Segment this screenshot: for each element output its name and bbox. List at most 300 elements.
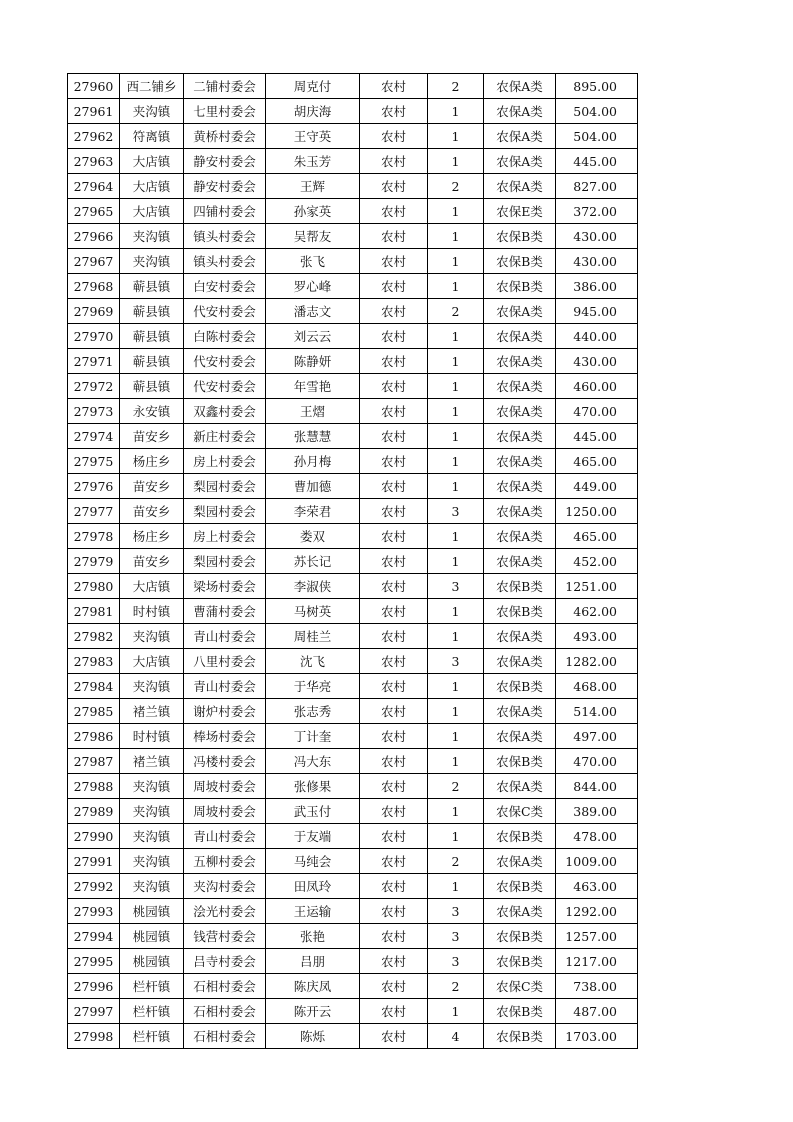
person-name-cell: 马纯会: [266, 849, 360, 874]
table-row: [68, 274, 638, 299]
record-id-cell: 27983: [68, 649, 120, 674]
household-size-cell: 1: [428, 624, 484, 649]
household-size-cell: 2: [428, 299, 484, 324]
area-type-cell: 农村: [360, 549, 428, 574]
person-name-cell: 曹加德: [266, 474, 360, 499]
township-cell: 蕲县镇: [120, 349, 184, 374]
village-committee-cell: 静安村委会: [184, 149, 266, 174]
amount-cell: 430.00: [556, 249, 638, 274]
insurance-category-cell: 农保A类: [484, 349, 556, 374]
table-row: [68, 949, 638, 974]
person-name-cell: 王运输: [266, 899, 360, 924]
area-type-cell: 农村: [360, 599, 428, 624]
record-id-cell: 27985: [68, 699, 120, 724]
record-id-cell: 27963: [68, 149, 120, 174]
area-type-cell: 农村: [360, 299, 428, 324]
amount-cell: 827.00: [556, 174, 638, 199]
table-row: [68, 499, 638, 524]
table-row: [68, 74, 638, 99]
insurance-category-cell: 农保C类: [484, 799, 556, 824]
record-id-cell: 27968: [68, 274, 120, 299]
insurance-category-cell: 农保A类: [484, 149, 556, 174]
amount-cell: 1292.00: [556, 899, 638, 924]
amount-cell: 465.00: [556, 449, 638, 474]
amount-cell: 738.00: [556, 974, 638, 999]
area-type-cell: 农村: [360, 399, 428, 424]
amount-cell: 389.00: [556, 799, 638, 824]
household-size-cell: 3: [428, 924, 484, 949]
insurance-category-cell: 农保B类: [484, 674, 556, 699]
household-size-cell: 1: [428, 549, 484, 574]
insurance-category-cell: 农保C类: [484, 974, 556, 999]
insurance-category-cell: 农保A类: [484, 549, 556, 574]
village-committee-cell: 二铺村委会: [184, 74, 266, 99]
person-name-cell: 吕朋: [266, 949, 360, 974]
village-committee-cell: 白安村委会: [184, 274, 266, 299]
village-committee-cell: 四铺村委会: [184, 199, 266, 224]
table-row: [68, 749, 638, 774]
village-committee-cell: 静安村委会: [184, 174, 266, 199]
area-type-cell: 农村: [360, 649, 428, 674]
village-committee-cell: 新庄村委会: [184, 424, 266, 449]
person-name-cell: 于华亮: [266, 674, 360, 699]
insurance-category-cell: 农保A类: [484, 499, 556, 524]
area-type-cell: 农村: [360, 74, 428, 99]
record-id-cell: 27986: [68, 724, 120, 749]
amount-cell: 440.00: [556, 324, 638, 349]
table-row: [68, 899, 638, 924]
amount-cell: 1703.00: [556, 1024, 638, 1049]
insurance-category-cell: 农保B类: [484, 599, 556, 624]
person-name-cell: 吴帮友: [266, 224, 360, 249]
township-cell: 大店镇: [120, 649, 184, 674]
area-type-cell: 农村: [360, 324, 428, 349]
amount-cell: 386.00: [556, 274, 638, 299]
record-id-cell: 27965: [68, 199, 120, 224]
person-name-cell: 年雪艳: [266, 374, 360, 399]
insurance-category-cell: 农保B类: [484, 949, 556, 974]
area-type-cell: 农村: [360, 974, 428, 999]
village-committee-cell: 代安村委会: [184, 349, 266, 374]
person-name-cell: 张飞: [266, 249, 360, 274]
area-type-cell: 农村: [360, 949, 428, 974]
amount-cell: 462.00: [556, 599, 638, 624]
insurance-category-cell: 农保B类: [484, 924, 556, 949]
township-cell: 桃园镇: [120, 949, 184, 974]
amount-cell: 493.00: [556, 624, 638, 649]
area-type-cell: 农村: [360, 474, 428, 499]
household-size-cell: 1: [428, 274, 484, 299]
record-id-cell: 27966: [68, 224, 120, 249]
area-type-cell: 农村: [360, 674, 428, 699]
insurance-category-cell: 农保A类: [484, 74, 556, 99]
village-committee-cell: 梨园村委会: [184, 549, 266, 574]
person-name-cell: 孙月梅: [266, 449, 360, 474]
village-committee-cell: 冯楼村委会: [184, 749, 266, 774]
record-id-cell: 27960: [68, 74, 120, 99]
village-committee-cell: 五柳村委会: [184, 849, 266, 874]
table-row: [68, 824, 638, 849]
insurance-category-cell: 农保A类: [484, 849, 556, 874]
record-id-cell: 27998: [68, 1024, 120, 1049]
insurance-category-cell: 农保A类: [484, 399, 556, 424]
township-cell: 时村镇: [120, 599, 184, 624]
record-id-cell: 27971: [68, 349, 120, 374]
area-type-cell: 农村: [360, 199, 428, 224]
table-row: [68, 999, 638, 1024]
insurance-category-cell: 农保A类: [484, 524, 556, 549]
village-committee-cell: 梨园村委会: [184, 499, 266, 524]
record-id-cell: 27980: [68, 574, 120, 599]
amount-cell: 504.00: [556, 124, 638, 149]
table-row: [68, 99, 638, 124]
township-cell: 夹沟镇: [120, 799, 184, 824]
household-size-cell: 1: [428, 224, 484, 249]
table-row: [68, 199, 638, 224]
area-type-cell: 农村: [360, 274, 428, 299]
household-size-cell: 3: [428, 499, 484, 524]
amount-cell: 504.00: [556, 99, 638, 124]
township-cell: 夹沟镇: [120, 824, 184, 849]
area-type-cell: 农村: [360, 249, 428, 274]
household-size-cell: 2: [428, 174, 484, 199]
township-cell: 夹沟镇: [120, 849, 184, 874]
area-type-cell: 农村: [360, 699, 428, 724]
insurance-category-cell: 农保A类: [484, 174, 556, 199]
household-size-cell: 1: [428, 449, 484, 474]
person-name-cell: 李淑侠: [266, 574, 360, 599]
amount-cell: 445.00: [556, 424, 638, 449]
amount-cell: 468.00: [556, 674, 638, 699]
person-name-cell: 孙家英: [266, 199, 360, 224]
area-type-cell: 农村: [360, 424, 428, 449]
person-name-cell: 于友端: [266, 824, 360, 849]
record-id-cell: 27984: [68, 674, 120, 699]
amount-cell: 470.00: [556, 749, 638, 774]
record-id-cell: 27993: [68, 899, 120, 924]
amount-cell: 895.00: [556, 74, 638, 99]
household-size-cell: 1: [428, 399, 484, 424]
township-cell: 褚兰镇: [120, 699, 184, 724]
household-size-cell: 2: [428, 74, 484, 99]
record-id-cell: 27961: [68, 99, 120, 124]
person-name-cell: 陈烁: [266, 1024, 360, 1049]
area-type-cell: 农村: [360, 874, 428, 899]
area-type-cell: 农村: [360, 349, 428, 374]
record-id-cell: 27967: [68, 249, 120, 274]
township-cell: 大店镇: [120, 149, 184, 174]
insurance-category-cell: 农保A类: [484, 774, 556, 799]
village-committee-cell: 梁场村委会: [184, 574, 266, 599]
village-committee-cell: 七里村委会: [184, 99, 266, 124]
person-name-cell: 沈飞: [266, 649, 360, 674]
table-row: [68, 324, 638, 349]
township-cell: 蕲县镇: [120, 324, 184, 349]
insurance-category-cell: 农保B类: [484, 574, 556, 599]
amount-cell: 487.00: [556, 999, 638, 1024]
village-committee-cell: 代安村委会: [184, 299, 266, 324]
household-size-cell: 1: [428, 199, 484, 224]
person-name-cell: 田凤玲: [266, 874, 360, 899]
insurance-category-cell: 农保A类: [484, 99, 556, 124]
person-name-cell: 苏长记: [266, 549, 360, 574]
record-id-cell: 27975: [68, 449, 120, 474]
township-cell: 夹沟镇: [120, 224, 184, 249]
household-size-cell: 1: [428, 249, 484, 274]
person-name-cell: 马树英: [266, 599, 360, 624]
township-cell: 杨庄乡: [120, 524, 184, 549]
township-cell: 蕲县镇: [120, 374, 184, 399]
area-type-cell: 农村: [360, 449, 428, 474]
township-cell: 夹沟镇: [120, 774, 184, 799]
township-cell: 夹沟镇: [120, 674, 184, 699]
table-row: [68, 774, 638, 799]
village-committee-cell: 钱营村委会: [184, 924, 266, 949]
table-row: [68, 849, 638, 874]
village-committee-cell: 八里村委会: [184, 649, 266, 674]
insurance-category-cell: 农保B类: [484, 874, 556, 899]
household-size-cell: 1: [428, 124, 484, 149]
table-row: [68, 474, 638, 499]
amount-cell: 460.00: [556, 374, 638, 399]
table-row: [68, 649, 638, 674]
person-name-cell: 潘志文: [266, 299, 360, 324]
person-name-cell: 陈开云: [266, 999, 360, 1024]
amount-cell: 449.00: [556, 474, 638, 499]
township-cell: 夹沟镇: [120, 874, 184, 899]
amount-cell: 465.00: [556, 524, 638, 549]
amount-cell: 478.00: [556, 824, 638, 849]
household-size-cell: 1: [428, 749, 484, 774]
record-id-cell: 27994: [68, 924, 120, 949]
household-size-cell: 2: [428, 849, 484, 874]
record-id-cell: 27981: [68, 599, 120, 624]
table-row: [68, 674, 638, 699]
table-row: [68, 149, 638, 174]
township-cell: 桃园镇: [120, 899, 184, 924]
amount-cell: 372.00: [556, 199, 638, 224]
township-cell: 夹沟镇: [120, 624, 184, 649]
insurance-category-cell: 农保A类: [484, 299, 556, 324]
table-row: [68, 724, 638, 749]
amount-cell: 445.00: [556, 149, 638, 174]
household-size-cell: 1: [428, 674, 484, 699]
person-name-cell: 张志秀: [266, 699, 360, 724]
amount-cell: 1217.00: [556, 949, 638, 974]
amount-cell: 497.00: [556, 724, 638, 749]
area-type-cell: 农村: [360, 149, 428, 174]
person-name-cell: 罗心峰: [266, 274, 360, 299]
record-id-cell: 27974: [68, 424, 120, 449]
household-size-cell: 1: [428, 324, 484, 349]
village-committee-cell: 周坡村委会: [184, 774, 266, 799]
table-row: [68, 549, 638, 574]
amount-cell: 463.00: [556, 874, 638, 899]
table-row: [68, 924, 638, 949]
insurance-category-cell: 农保A类: [484, 699, 556, 724]
township-cell: 苗安乡: [120, 549, 184, 574]
township-cell: 符离镇: [120, 124, 184, 149]
record-id-cell: 27972: [68, 374, 120, 399]
amount-cell: 430.00: [556, 349, 638, 374]
record-id-cell: 27991: [68, 849, 120, 874]
village-committee-cell: 白陈村委会: [184, 324, 266, 349]
township-cell: 褚兰镇: [120, 749, 184, 774]
person-name-cell: 王熠: [266, 399, 360, 424]
record-id-cell: 27970: [68, 324, 120, 349]
township-cell: 永安镇: [120, 399, 184, 424]
household-size-cell: 3: [428, 649, 484, 674]
insurance-category-cell: 农保E类: [484, 199, 556, 224]
township-cell: 夹沟镇: [120, 249, 184, 274]
township-cell: 大店镇: [120, 574, 184, 599]
record-id-cell: 27992: [68, 874, 120, 899]
household-size-cell: 2: [428, 974, 484, 999]
township-cell: 大店镇: [120, 199, 184, 224]
table-row: [68, 974, 638, 999]
household-size-cell: 1: [428, 874, 484, 899]
amount-cell: 514.00: [556, 699, 638, 724]
area-type-cell: 农村: [360, 824, 428, 849]
area-type-cell: 农村: [360, 174, 428, 199]
table-row: [68, 224, 638, 249]
insurance-category-cell: 农保B类: [484, 1024, 556, 1049]
area-type-cell: 农村: [360, 924, 428, 949]
amount-cell: 470.00: [556, 399, 638, 424]
table-row: [68, 449, 638, 474]
insurance-category-cell: 农保A类: [484, 624, 556, 649]
household-size-cell: 2: [428, 774, 484, 799]
area-type-cell: 农村: [360, 749, 428, 774]
household-size-cell: 1: [428, 99, 484, 124]
amount-cell: 1257.00: [556, 924, 638, 949]
village-committee-cell: 周坡村委会: [184, 799, 266, 824]
insurance-category-cell: 农保A类: [484, 324, 556, 349]
record-id-cell: 27979: [68, 549, 120, 574]
person-name-cell: 李荣君: [266, 499, 360, 524]
insurance-category-cell: 农保A类: [484, 474, 556, 499]
household-size-cell: 1: [428, 999, 484, 1024]
area-type-cell: 农村: [360, 849, 428, 874]
table-body: [68, 74, 638, 1049]
record-id-cell: 27962: [68, 124, 120, 149]
person-name-cell: 周克付: [266, 74, 360, 99]
table-row: [68, 599, 638, 624]
village-committee-cell: 代安村委会: [184, 374, 266, 399]
area-type-cell: 农村: [360, 799, 428, 824]
area-type-cell: 农村: [360, 524, 428, 549]
table-row: [68, 699, 638, 724]
area-type-cell: 农村: [360, 574, 428, 599]
village-committee-cell: 曹蒲村委会: [184, 599, 266, 624]
record-id-cell: 27977: [68, 499, 120, 524]
person-name-cell: 丁计奎: [266, 724, 360, 749]
person-name-cell: 张慧慧: [266, 424, 360, 449]
village-committee-cell: 青山村委会: [184, 624, 266, 649]
table-row: [68, 174, 638, 199]
household-size-cell: 1: [428, 149, 484, 174]
village-committee-cell: 吕寺村委会: [184, 949, 266, 974]
person-name-cell: 朱玉芳: [266, 149, 360, 174]
household-size-cell: 1: [428, 424, 484, 449]
table-row: [68, 349, 638, 374]
insurance-category-cell: 农保B类: [484, 999, 556, 1024]
insurance-category-cell: 农保B类: [484, 249, 556, 274]
person-name-cell: 王守英: [266, 124, 360, 149]
table-row: [68, 574, 638, 599]
household-size-cell: 1: [428, 824, 484, 849]
table-row: [68, 624, 638, 649]
insurance-category-cell: 农保A类: [484, 649, 556, 674]
amount-cell: 452.00: [556, 549, 638, 574]
village-committee-cell: 青山村委会: [184, 824, 266, 849]
record-id-cell: 27997: [68, 999, 120, 1024]
person-name-cell: 王辉: [266, 174, 360, 199]
relief-roster-table: [67, 73, 638, 1049]
household-size-cell: 1: [428, 699, 484, 724]
table-row: [68, 249, 638, 274]
household-size-cell: 1: [428, 799, 484, 824]
township-cell: 蕲县镇: [120, 274, 184, 299]
township-cell: 蕲县镇: [120, 299, 184, 324]
township-cell: 栏杆镇: [120, 999, 184, 1024]
township-cell: 桃园镇: [120, 924, 184, 949]
household-size-cell: 1: [428, 474, 484, 499]
village-committee-cell: 石相村委会: [184, 974, 266, 999]
village-committee-cell: 镇头村委会: [184, 224, 266, 249]
area-type-cell: 农村: [360, 374, 428, 399]
insurance-category-cell: 农保A类: [484, 724, 556, 749]
person-name-cell: 张修果: [266, 774, 360, 799]
table-row: [68, 299, 638, 324]
township-cell: 大店镇: [120, 174, 184, 199]
village-committee-cell: 棒场村委会: [184, 724, 266, 749]
household-size-cell: 1: [428, 724, 484, 749]
record-id-cell: 27989: [68, 799, 120, 824]
table-row: [68, 524, 638, 549]
insurance-category-cell: 农保A类: [484, 374, 556, 399]
area-type-cell: 农村: [360, 99, 428, 124]
village-committee-cell: 石相村委会: [184, 1024, 266, 1049]
township-cell: 苗安乡: [120, 474, 184, 499]
township-cell: 栏杆镇: [120, 974, 184, 999]
area-type-cell: 农村: [360, 1024, 428, 1049]
area-type-cell: 农村: [360, 499, 428, 524]
table-row: [68, 1024, 638, 1049]
household-size-cell: 1: [428, 349, 484, 374]
village-committee-cell: 房上村委会: [184, 524, 266, 549]
village-committee-cell: 谢炉村委会: [184, 699, 266, 724]
insurance-category-cell: 农保B类: [484, 824, 556, 849]
table-row: [68, 374, 638, 399]
household-size-cell: 3: [428, 574, 484, 599]
village-committee-cell: 浍光村委会: [184, 899, 266, 924]
insurance-category-cell: 农保A类: [484, 449, 556, 474]
table-row: [68, 124, 638, 149]
area-type-cell: 农村: [360, 899, 428, 924]
person-name-cell: 陈庆凤: [266, 974, 360, 999]
area-type-cell: 农村: [360, 774, 428, 799]
area-type-cell: 农村: [360, 724, 428, 749]
insurance-category-cell: 农保A类: [484, 124, 556, 149]
amount-cell: 430.00: [556, 224, 638, 249]
township-cell: 西二铺乡: [120, 74, 184, 99]
table-row: [68, 424, 638, 449]
table-row: [68, 874, 638, 899]
village-committee-cell: 双鑫村委会: [184, 399, 266, 424]
insurance-category-cell: 农保B类: [484, 274, 556, 299]
township-cell: 苗安乡: [120, 424, 184, 449]
